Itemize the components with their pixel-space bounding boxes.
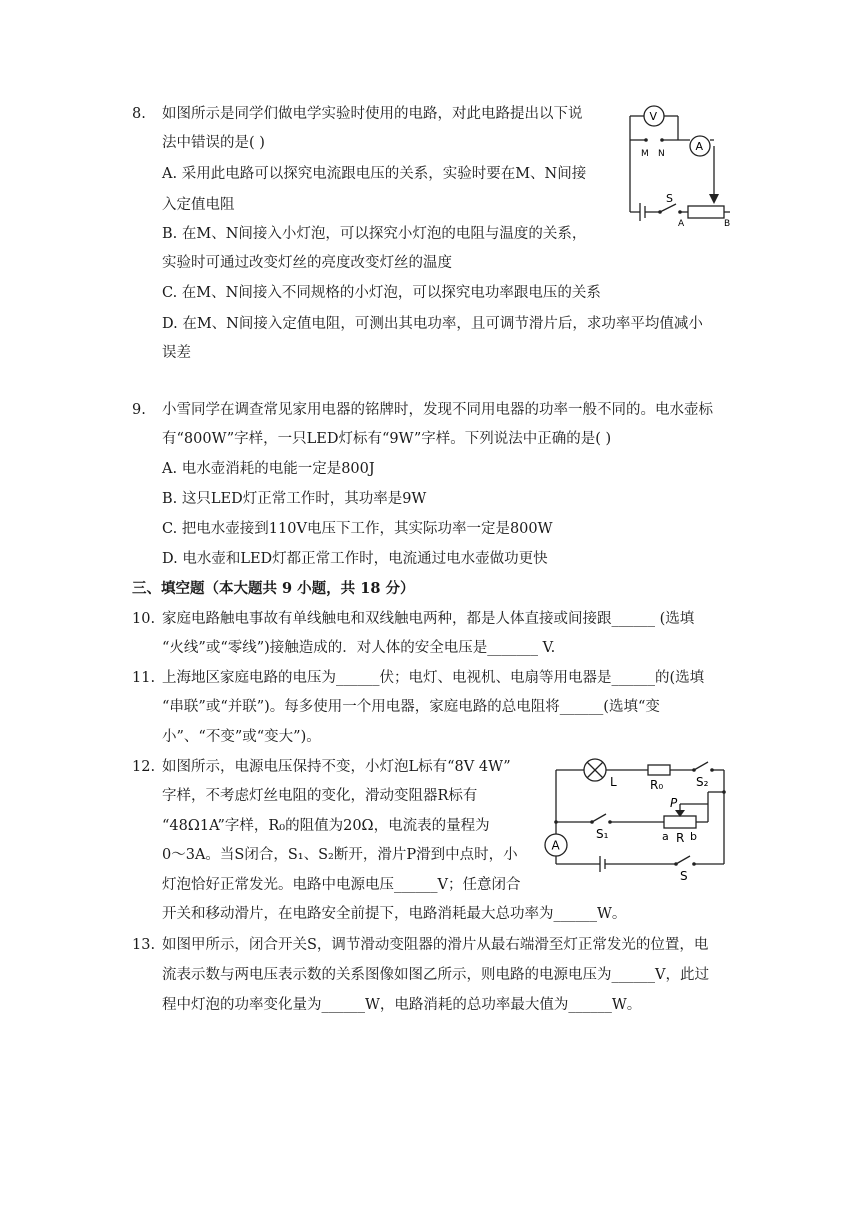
section-heading: 三、填空题（本大题共 9 小题，共 18 分） [132, 580, 415, 597]
q12-line6: 开关和移动滑片，在电路安全前提下，电路消耗最大总功率为______W。 [162, 906, 627, 922]
rheostat-r-label: R [676, 831, 685, 845]
q8-option-d-line2: 误差 [162, 345, 191, 361]
q12-circuit-diagram [540, 752, 740, 882]
ammeter-a-label: A [551, 838, 560, 853]
q12-number: 12. [132, 759, 156, 775]
rheostat-b-label: B [724, 219, 731, 229]
terminal-m-label: M [641, 149, 649, 159]
q12-line5: 灯泡恰好正常发光。电路中电源电压______V；任意闭合 [162, 877, 521, 893]
q12-line4: 0～3A。当S闭合，S₁、S₂断开，滑片P滑到中点时，小 [162, 847, 518, 863]
lamp-l-label: L [610, 775, 617, 789]
q10-line1: 家庭电路触电事故有单线触电和双线触电两种，都是人体直接或间接跟______ (选填 [162, 611, 695, 627]
q9-number: 9. [132, 402, 146, 418]
q8-stem-line2: 法中错误的是( ) [162, 135, 265, 151]
rheostat-a-label: A [678, 219, 685, 229]
ammeter-label: A [695, 140, 704, 153]
q13-line1: 如图甲所示，闭合开关S，调节滑动变阻器的滑片从最右端滑至灯正常发光的位置，电 [162, 937, 709, 953]
q8-option-a-line2: 入定值电阻 [162, 197, 235, 213]
slider-p-label: P [670, 796, 678, 810]
q8-option-a-line1: A. 采用此电路可以探究电流跟电压的关系，实验时要在M、N间接 [162, 166, 587, 182]
q8-circuit-diagram [610, 100, 740, 232]
q12-line2: 字样，不考虑灯丝电阻的变化，滑动变阻器R标有 [162, 788, 478, 804]
q12-line1: 如图所示，电源电压保持不变，小灯泡L标有“8V 4W” [162, 759, 511, 775]
switch-s-label-q12: S [680, 869, 688, 882]
q10-number: 10. [132, 611, 156, 627]
rheostat-b-end-label: b [690, 830, 697, 843]
q9-stem-line1: 小雪同学在调查常见家用电器的铭牌时，发现不同用电器的功率一般不同的。电水壶标 [162, 402, 713, 418]
q9-option-b: B. 这只LED灯正常工作时，其功率是9W [162, 491, 427, 507]
q8-option-b-line2: 实验时可通过改变灯丝的亮度改变灯丝的温度 [162, 255, 452, 271]
switch-s-label: S [666, 192, 673, 205]
q13-number: 13. [132, 937, 156, 953]
q8-option-c: C. 在M、N间接入不同规格的小灯泡，可以探究电功率跟电压的关系 [162, 285, 601, 301]
q11-line1: 上海地区家庭电路的电压为______伏；电灯、电视机、电扇等用电器是______的(选填 [162, 670, 705, 686]
q8-option-d-line1: D. 在M、N间接入定值电阻，可测出其电功率，且可调节滑片后，求功率平均值减小 [162, 316, 703, 332]
rheostat-a-end-label: a [662, 830, 669, 843]
switch-s1-label: S₁ [596, 827, 609, 841]
terminal-n-label: N [658, 149, 665, 159]
voltmeter-label: V [649, 110, 658, 123]
q10-line2: “火线”或“零线”)接触造成的．对人体的安全电压是_______ V. [162, 640, 556, 656]
q9-option-d: D. 电水壶和LED灯都正常工作时，电流通过电水壶做功更快 [162, 551, 548, 567]
q8-stem-line1: 如图所示是同学们做电学实验时使用的电路，对此电路提出以下说 [162, 106, 583, 122]
q8-number: 8. [132, 106, 146, 122]
q9-option-a: A. 电水壶消耗的电能一定是800J [162, 461, 375, 477]
q13-line3: 程中灯泡的功率变化量为______W，电路消耗的总功率最大值为______W。 [162, 997, 642, 1013]
switch-s2-label: S₂ [696, 775, 709, 789]
q8-option-b-line1: B. 在M、N间接入小灯泡，可以探究小灯泡的电阻与温度的关系， [162, 226, 587, 242]
q9-option-c: C. 把电水壶接到110V电压下工作，其实际功率一定是800W [162, 521, 553, 537]
q11-number: 11. [132, 670, 156, 686]
q9-stem-line2: 有“800W”字样，一只LED灯标有“9W”字样。下列说法中正确的是( ) [162, 431, 612, 447]
q12-line3: “48Ω1A”字样，R₀的阻值为20Ω，电流表的量程为 [162, 818, 490, 834]
q11-line2: “串联”或“并联”)。每多使用一个用电器，家庭电路的总电阻将______(选填“变 [162, 699, 660, 715]
resistor-r0-label: R₀ [650, 778, 664, 792]
q13-line2: 流表示数与两电压表示数的关系图像如图乙所示，则电路的电源电压为______V，此过 [162, 967, 709, 983]
q11-line3: 小”、“不变”或“变大”)。 [162, 729, 321, 745]
